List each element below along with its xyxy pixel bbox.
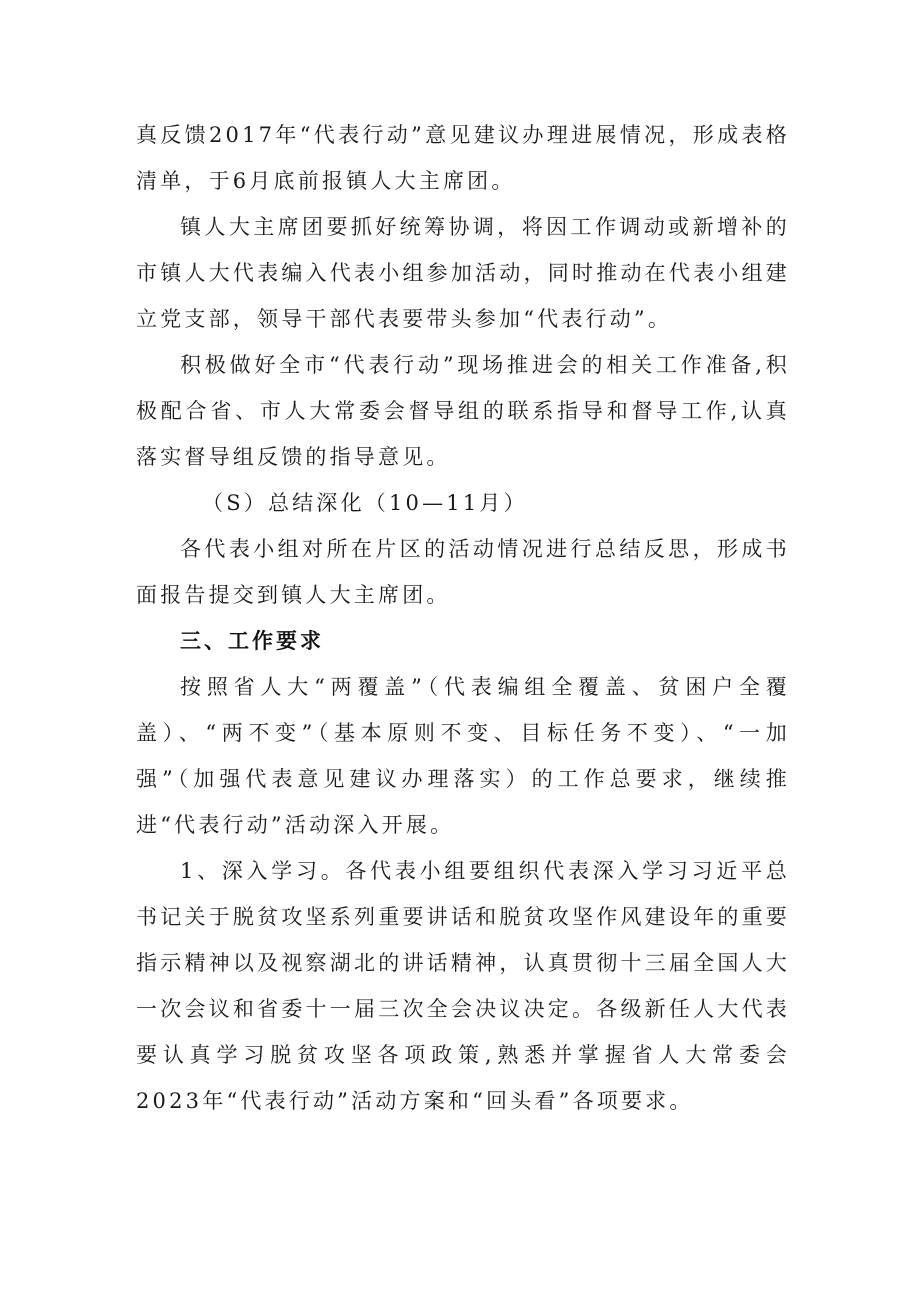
paragraph-promotion-meeting: 积极做好全市“代表行动”现场推进会的相关工作准备,积极配合省、市人大常委会督导组的联系指导和督导工作,认真落实督导组反馈的指导意见。 bbox=[136, 353, 790, 469]
paragraph-summary-report: 各代表小组对所在片区的活动情况进行总结反思，形成书面报告提交到镇人大主席团。 bbox=[136, 537, 790, 607]
paragraph-general-requirements: 按照省人大“两覆盖”（代表编组全覆盖、贫困户全覆盖）、“两不变”（基本原则不变、目标任务不变）、“一加强”（加强代表意见建议办理落实）的工作总要求，继续推进“代表行动”活动深入开展。 bbox=[136, 675, 790, 837]
paragraph-feedback-continuation: 真反馈2017年“代表行动”意见建议办理进展情况，形成表格清单，于6月底前报镇人大主席团。 bbox=[136, 123, 790, 193]
paragraph-summary-stage-title: （S）总结深化（10—11月） bbox=[202, 491, 528, 515]
paragraph-presidium-coordination: 镇人大主席团要抓好统筹协调，将因工作调动或新增补的市镇人大代表编入代表小组参加活动，同时推动在代表小组建立党支部，领导干部代表要带头参加“代表行动”。 bbox=[136, 215, 790, 331]
paragraph-in-depth-study: 1、深入学习。各代表小组要组织代表深入学习习近平总书记关于脱贫攻坚系列重要讲话和脱贫攻坚作风建设年的重要指示精神以及视察湖北的讲话精神，认真贯彻十三届全国人大一次会议和省委十一届三次全会决议决定。各级新任人大代表要认真学习脱贫攻坚各项政策,熟悉并掌握省人大常委会2023年“代表行动”活动方案和“回头看”各项要求。 bbox=[136, 859, 790, 1113]
section-heading-work-requirements: 三、工作要求 bbox=[180, 629, 324, 653]
document-page bbox=[136, 112, 790, 1124]
